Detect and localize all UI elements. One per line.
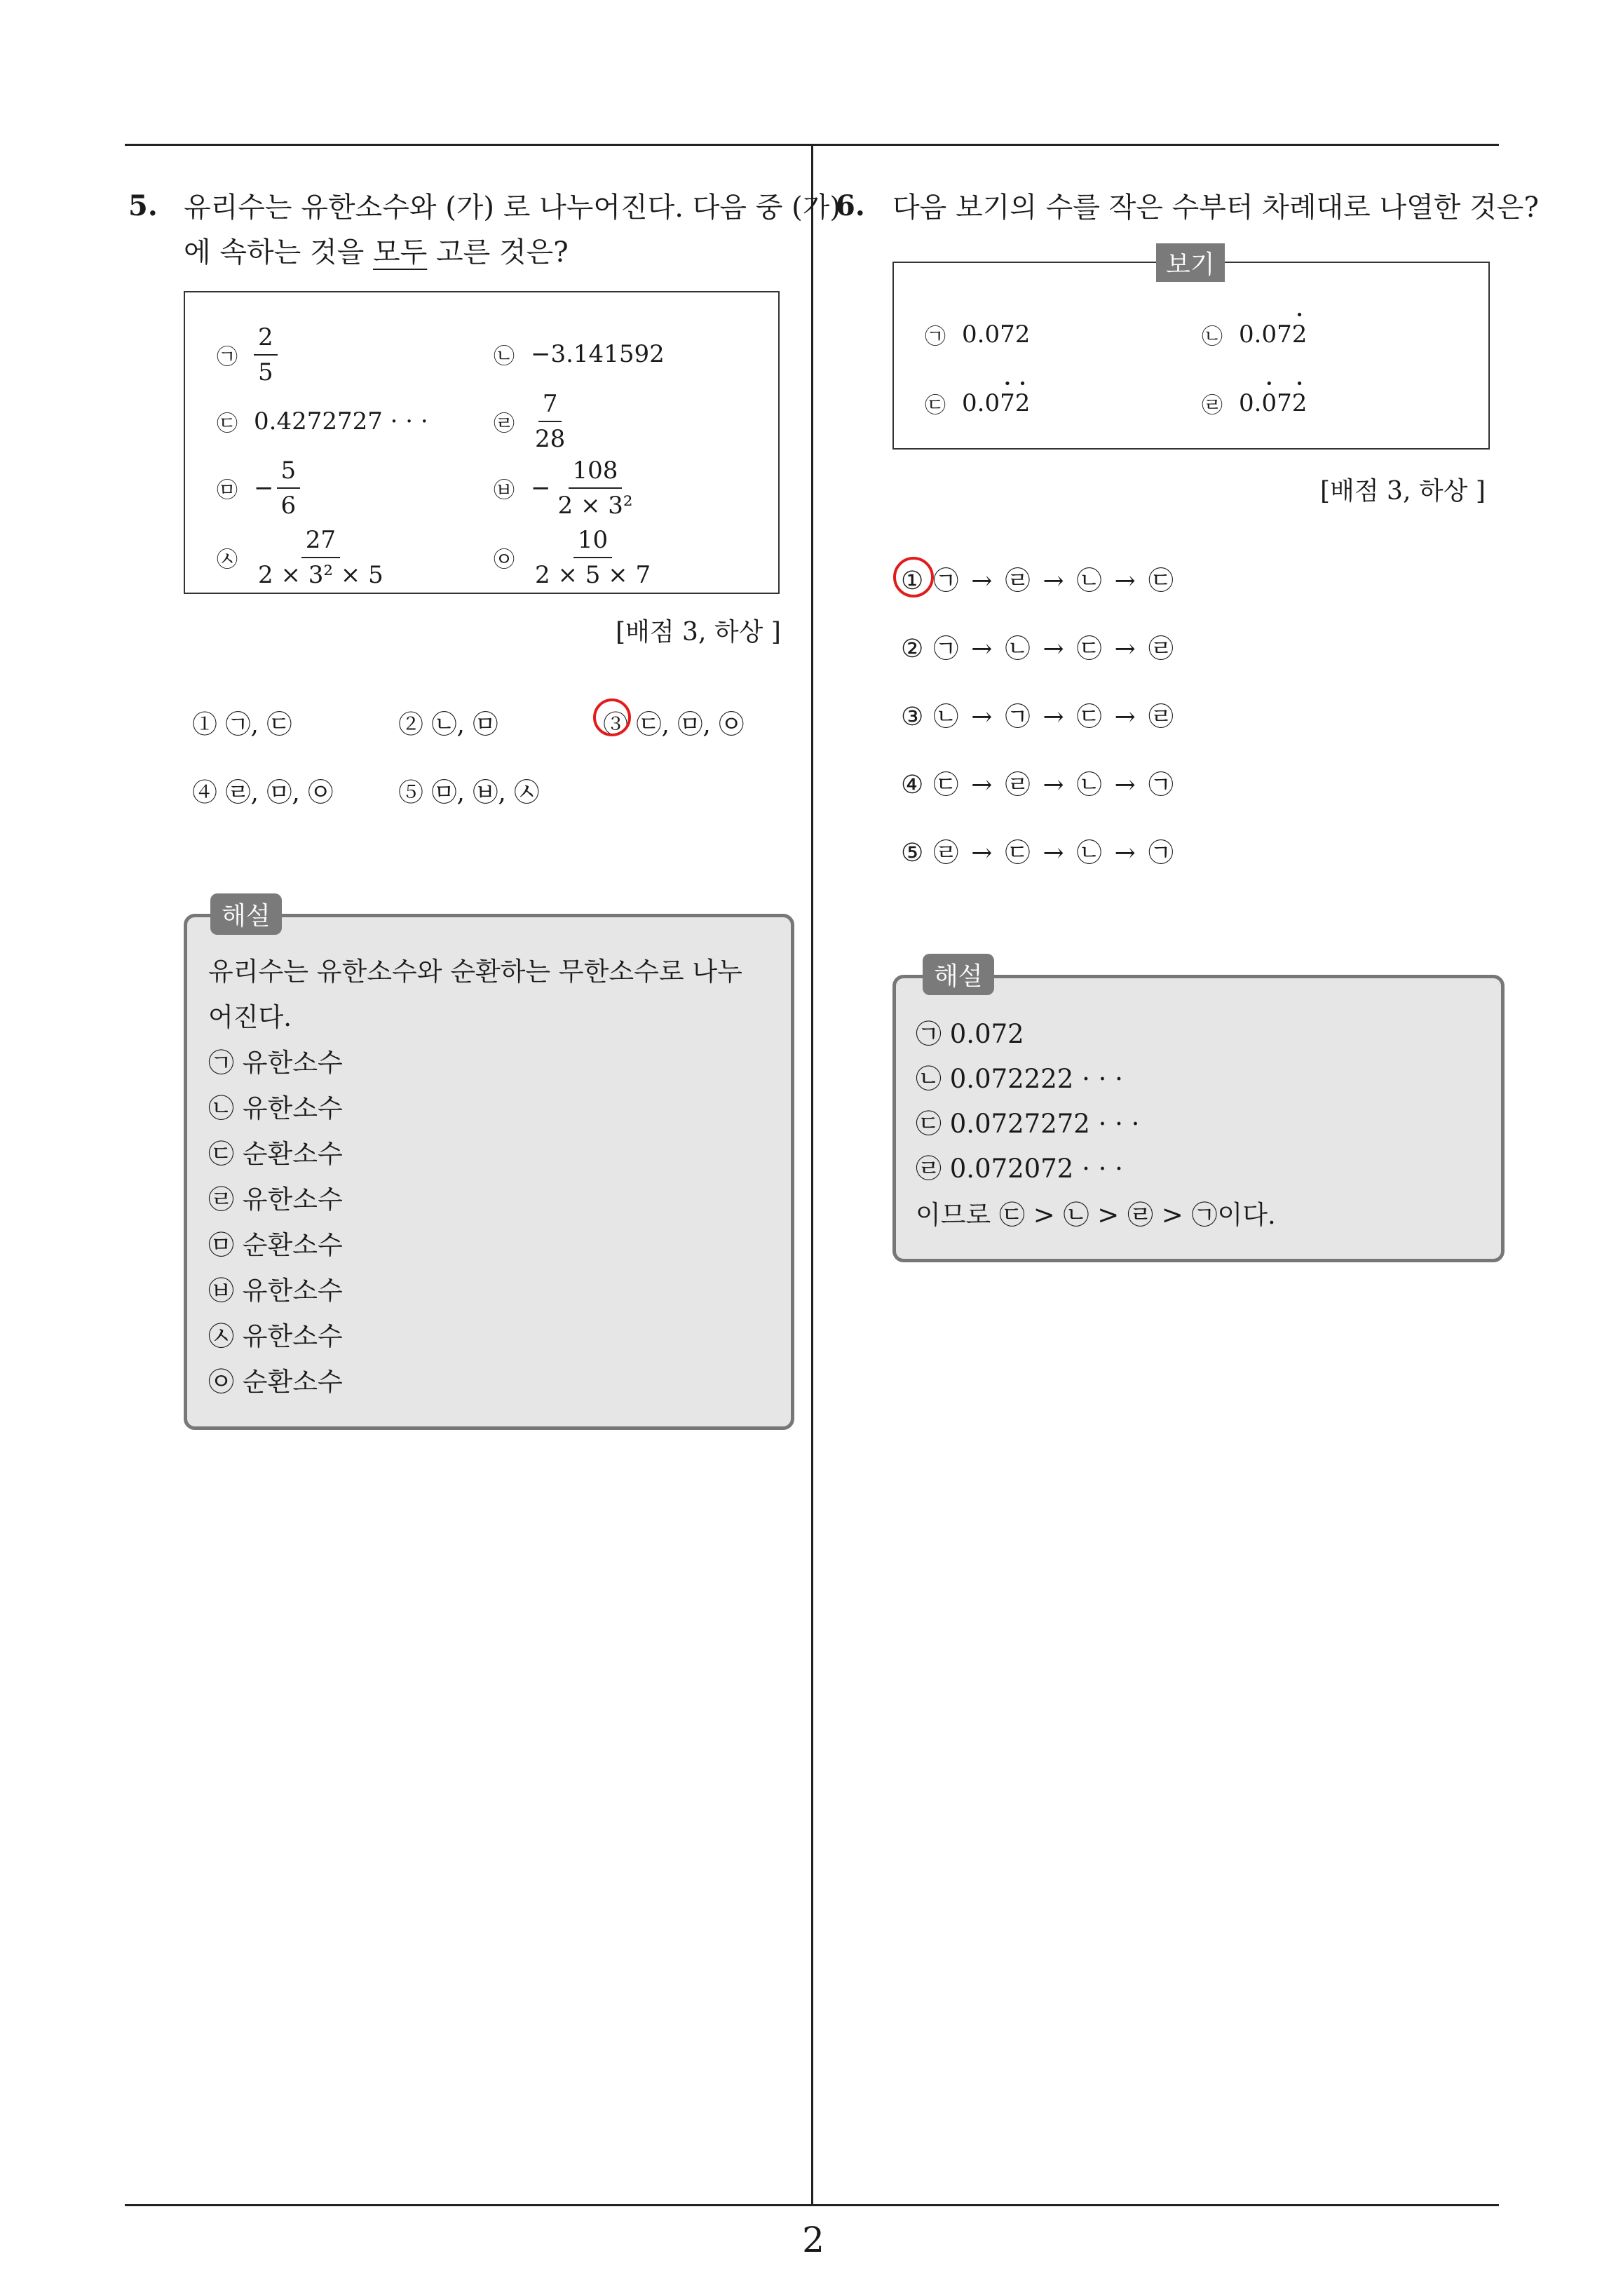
- column-divider: [811, 144, 813, 2206]
- q5-item-5: [216, 453, 300, 523]
- q6-solution-line-3: ㉢ 0.0727272 · · ·: [916, 1109, 1140, 1139]
- q6-option-3[interactable]: [901, 697, 1174, 733]
- q6-option-mark: ㉣: [1148, 635, 1174, 663]
- q5-item-1-mark: ㉠: [217, 345, 238, 370]
- q6-option-mark: ㉡: [933, 703, 959, 731]
- q6-solution-line-1: ㉠ 0.072: [916, 1019, 1024, 1049]
- q5-option-2[interactable]: ② ㉡, ㉤: [398, 710, 498, 739]
- q6-option-number: ①: [901, 567, 924, 595]
- arrow-icon: →: [971, 839, 993, 867]
- q6-option-mark: ㉡: [1076, 839, 1102, 867]
- q5-question-line2: [184, 230, 569, 275]
- q6-item-3-repeating: [1000, 389, 1030, 417]
- arrow-icon: →: [971, 567, 993, 595]
- q6-option-mark: ㉡: [1005, 635, 1031, 663]
- q5-item-4: [493, 386, 569, 457]
- q5-item-5-fraction: [277, 454, 301, 522]
- arrow-icon: →: [1043, 703, 1064, 731]
- q6-option-5[interactable]: [901, 833, 1174, 869]
- q5-solution-line-10: ㉧ 순환소수: [208, 1367, 343, 1397]
- q5-solution-line-3: ㉠ 유한소수: [208, 1048, 343, 1078]
- page-number: 2: [802, 2220, 824, 2260]
- q6-option-mark: ㉠: [1148, 771, 1174, 799]
- repeating-digit: • 0: [1261, 389, 1277, 417]
- q6-option-number: ②: [901, 635, 924, 663]
- q5-solution-line-9: ㉦ 유한소수: [208, 1321, 343, 1351]
- q6-option-mark: ㉡: [1076, 771, 1102, 799]
- q6-bogi-box: [892, 262, 1490, 450]
- q6-solution-line-5: 이므로 ㉢ > ㉡ > ㉣ > ㉠이다.: [916, 1200, 1276, 1230]
- q6-item-3: [924, 386, 1030, 421]
- q5-line2-a: 에 속하는 것을: [184, 236, 373, 269]
- q6-option-mark: ㉣: [1148, 703, 1174, 731]
- arrow-icon: →: [971, 703, 993, 731]
- q6-option-mark: ㉠: [1005, 703, 1031, 731]
- q6-option-1[interactable]: [901, 561, 1174, 597]
- q6-option-mark: ㉡: [1076, 567, 1102, 595]
- q6-item-1: [924, 317, 1030, 352]
- q6-option-mark: ㉢: [1076, 635, 1102, 663]
- q5-solution-line-8: ㉥ 유한소수: [208, 1276, 343, 1306]
- q5-solution-line-5: ㉢ 순환소수: [208, 1139, 343, 1169]
- q6-option-mark: ㉢: [1005, 839, 1031, 867]
- q5-item-5-num: 5: [277, 454, 301, 489]
- q5-selected-answer-circle: [593, 698, 631, 736]
- repeating-digit: 7: [1277, 389, 1292, 417]
- q6-item-2-prefix: 0.07: [1239, 320, 1292, 349]
- q5-item-2-mark: ㉡: [494, 344, 515, 369]
- q5-item-6-fraction: [554, 454, 637, 522]
- q6-selected-answer-circle: [893, 557, 934, 597]
- q5-item-2-value: −3.141592: [531, 340, 665, 368]
- arrow-icon: →: [971, 771, 993, 799]
- arrow-icon: →: [1043, 771, 1064, 799]
- q6-option-mark: ㉢: [1076, 703, 1102, 731]
- q6-option-mark: ㉢: [933, 771, 959, 799]
- q6-option-mark: ㉢: [1148, 567, 1174, 595]
- q6-item-4-prefix: 0.: [1239, 389, 1262, 417]
- q5-item-4-num: 7: [538, 387, 562, 422]
- q5-item-6-num: 108: [569, 454, 623, 489]
- q6-option-number: ⑤: [901, 839, 924, 867]
- bottom-rule: [125, 2204, 1499, 2206]
- q6-question-text: 다음 보기의 수를 작은 수부터 차례대로 나열한 것은?: [892, 191, 1539, 224]
- q5-solution-line-4: ㉡ 유한소수: [208, 1093, 343, 1123]
- q5-item-7: [216, 522, 388, 593]
- q5-solution-line-6: ㉣ 유한소수: [208, 1184, 343, 1215]
- arrow-icon: →: [1114, 839, 1136, 867]
- q5-emphasis-all: 모두: [372, 236, 428, 269]
- q6-option-mark: ㉠: [933, 567, 959, 595]
- q6-option-mark: ㉠: [1148, 839, 1174, 867]
- q5-item-7-num: 27: [301, 523, 340, 558]
- q6-solution-line-2: ㉡ 0.072222 · · ·: [916, 1064, 1123, 1094]
- q5-item-2: [493, 337, 665, 372]
- q5-item-7-den: 2 × 3² × 5: [258, 561, 383, 589]
- q6-item-2: [1201, 317, 1307, 352]
- q5-score: [배점 3, 하상 ]: [616, 618, 781, 647]
- arrow-icon: →: [971, 635, 993, 663]
- q5-solution-line-7: ㉤ 순환소수: [208, 1230, 343, 1260]
- q5-item-4-den: 28: [535, 425, 566, 453]
- arrow-icon: →: [1043, 567, 1064, 595]
- q5-item-6-sign: −: [531, 474, 551, 502]
- q6-item-2-value: [1239, 320, 1307, 349]
- q5-item-6: [493, 453, 637, 523]
- repeating-digit: • 7: [1000, 389, 1015, 417]
- q5-item-7-mark: ㉦: [217, 548, 238, 572]
- q5-item-4-fraction: [531, 387, 569, 456]
- q6-item-1-value: 0.072: [962, 320, 1031, 349]
- q5-item-6-den: 2 × 3²: [557, 492, 633, 520]
- arrow-icon: →: [1043, 635, 1064, 663]
- q6-item-4-repeating: [1261, 389, 1307, 417]
- q5-solution-line-1: 유리수는 유한소수와 순환하는 무한소수로 나누: [208, 957, 742, 987]
- q6-solution-line-4: ㉣ 0.072072 · · ·: [916, 1154, 1123, 1184]
- q6-option-mark: ㉣: [1005, 771, 1031, 799]
- q5-item-8-num: 10: [573, 523, 612, 558]
- arrow-icon: →: [1114, 771, 1136, 799]
- q5-solution-line-2: 어진다.: [208, 1002, 292, 1032]
- q5-item-1-fraction: [254, 320, 278, 389]
- q5-solution-tag: 해설: [210, 893, 282, 935]
- q5-number: 5.: [128, 189, 158, 222]
- q6-item-3-prefix: 0.0: [962, 389, 1000, 417]
- q6-item-4: [1201, 386, 1307, 421]
- q6-option-number: ③: [901, 703, 924, 731]
- q5-option-4[interactable]: ④ ㉣, ㉤, ㉧: [192, 778, 334, 807]
- q5-item-8-fraction: [531, 523, 655, 592]
- q5-item-3: [216, 404, 428, 439]
- q6-item-3-value: [962, 389, 1030, 417]
- q6-item-4-value: [1239, 389, 1307, 417]
- repeating-digit: • 2: [1292, 389, 1308, 417]
- q5-question-line1: 유리수는 유한소수와 (가) 로 나누어진다. 다음 중 (가): [184, 191, 841, 224]
- q6-bogi-tag: 보기: [1156, 243, 1225, 282]
- q6-option-mark: ㉣: [1005, 567, 1031, 595]
- q5-item-8-den: 2 × 5 × 7: [535, 561, 651, 589]
- q6-score: [배점 3, 하상 ]: [1320, 477, 1486, 506]
- q5-item-6-mark: ㉥: [494, 478, 515, 503]
- q5-item-1-den: 5: [258, 358, 273, 386]
- q5-line2-b: 고른 것은?: [427, 236, 569, 269]
- q6-option-4[interactable]: [901, 765, 1174, 801]
- arrow-icon: →: [1114, 703, 1136, 731]
- q6-solution-tag: 해설: [923, 954, 994, 995]
- q6-number: 6.: [836, 189, 865, 222]
- q6-option-number: ④: [901, 771, 924, 799]
- q5-option-1[interactable]: ① ㉠, ㉢: [192, 710, 292, 739]
- q5-item-8: [493, 522, 655, 593]
- q5-item-3-value: 0.4272727 · · ·: [254, 407, 428, 435]
- repeating-digit: • 2: [1015, 389, 1031, 417]
- q5-item-3-mark: ㉢: [217, 412, 238, 436]
- q5-item-7-fraction: [254, 523, 388, 592]
- q5-option-3[interactable]: ③ ㉢, ㉤, ㉧: [603, 710, 745, 739]
- q6-item-4-mark: ㉣: [1202, 393, 1223, 418]
- q5-item-1-num: 2: [254, 320, 278, 356]
- arrow-icon: →: [1114, 635, 1136, 663]
- q5-item-5-sign: −: [254, 474, 274, 502]
- q5-item-8-mark: ㉧: [494, 548, 515, 572]
- arrow-icon: →: [1114, 567, 1136, 595]
- q5-item-5-mark: ㉤: [217, 478, 238, 503]
- q5-item-5-den: 6: [280, 492, 297, 520]
- q6-item-2-mark: ㉡: [1202, 325, 1223, 349]
- q5-option-5[interactable]: ⑤ ㉤, ㉥, ㉦: [398, 778, 540, 807]
- q5-item-1: [216, 320, 278, 390]
- q6-option-mark: ㉠: [933, 635, 959, 663]
- q6-item-2-repeating: • 2: [1292, 320, 1308, 349]
- q6-item-1-mark: ㉠: [925, 325, 946, 349]
- q6-item-3-mark: ㉢: [925, 393, 946, 418]
- q6-option-2[interactable]: [901, 629, 1174, 665]
- q5-item-4-mark: ㉣: [494, 412, 515, 436]
- arrow-icon: →: [1043, 839, 1064, 867]
- q6-option-mark: ㉣: [933, 839, 959, 867]
